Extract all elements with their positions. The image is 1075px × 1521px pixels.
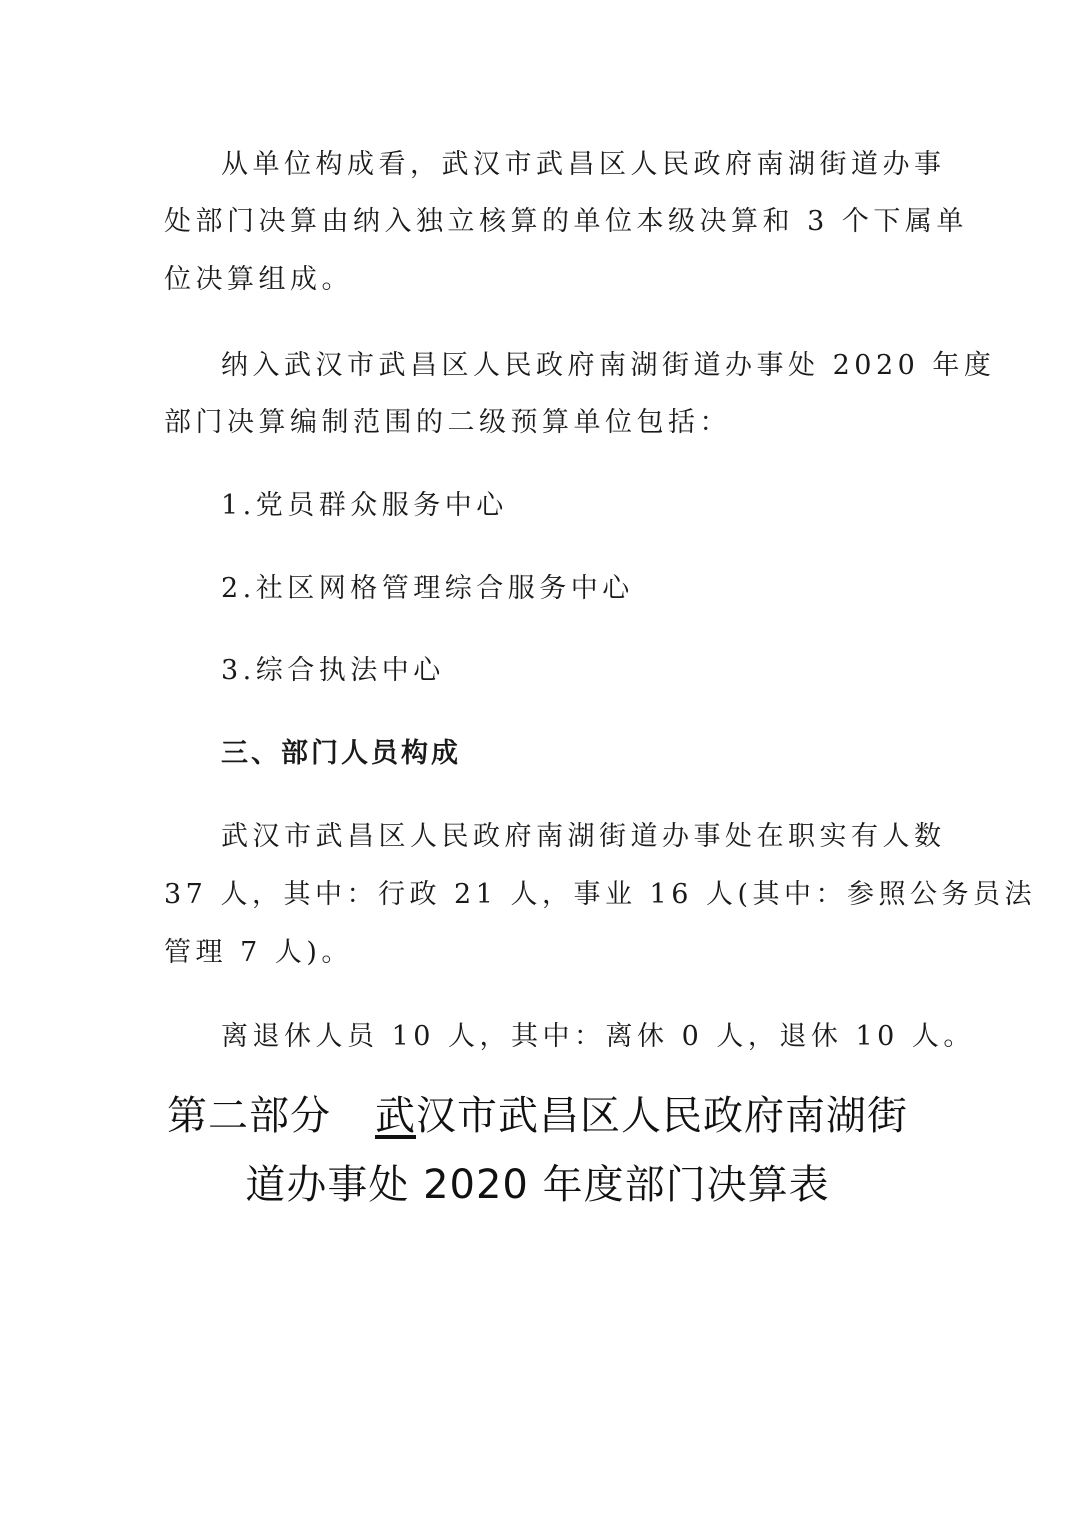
unit-list-item-1: 1.党员群众服务中心 bbox=[221, 490, 508, 521]
unit-composition-line-3: 位决算组成。 bbox=[164, 264, 353, 295]
unit-composition-line-2: 处部门决算由纳入独立核算的单位本级决算和 3 个下属单 bbox=[164, 206, 968, 237]
staff-line-1: 武汉市武昌区人民政府南湖街道办事处在职实有人数 bbox=[221, 821, 946, 852]
scope-line-1: 纳入武汉市武昌区人民政府南湖街道办事处 2020 年度 bbox=[221, 350, 996, 381]
unit-composition-line-1: 从单位构成看，武汉市武昌区人民政府南湖街道办事 bbox=[221, 149, 946, 180]
part-label: 第二部分 bbox=[167, 1093, 331, 1139]
staff-line-3: 管理 7 人)。 bbox=[164, 937, 353, 968]
part-title-line-1 bbox=[0, 1086, 1075, 1146]
staff-line-2: 37 人，其中：行政 21 人，事业 16 人(其中：参照公务员法 bbox=[164, 879, 1037, 910]
unit-list-item-3: 3.综合执法中心 bbox=[221, 655, 445, 686]
section-heading-staff: 三、部门人员构成 bbox=[221, 738, 461, 769]
unit-list-item-2: 2.社区网格管理综合服务中心 bbox=[221, 573, 634, 604]
part-title-first-char: 武 bbox=[375, 1093, 416, 1139]
part-title-line-1-rest: 汉市武昌区人民政府南湖街 bbox=[416, 1093, 908, 1139]
retired-line: 离退休人员 10 人，其中：离休 0 人，退休 10 人。 bbox=[221, 1021, 975, 1052]
part-title-line-2: 道办事处 2020 年度部门决算表 bbox=[245, 1162, 830, 1208]
scope-line-2: 部门决算编制范围的二级预算单位包括： bbox=[164, 407, 731, 438]
